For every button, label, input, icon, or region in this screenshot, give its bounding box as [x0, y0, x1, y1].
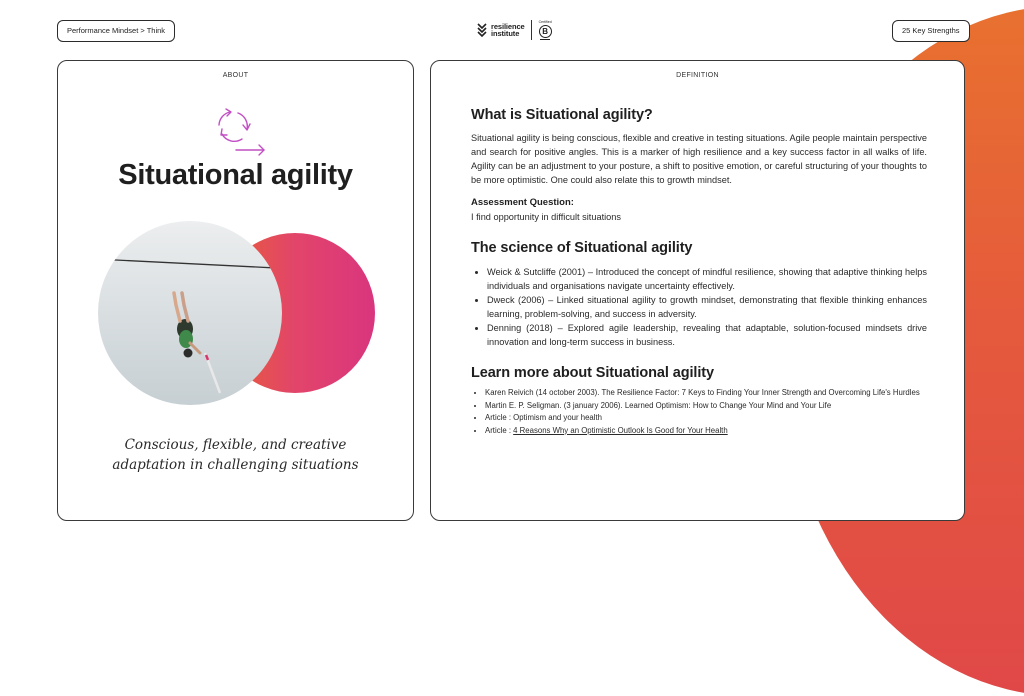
- definition-card: [430, 60, 965, 521]
- about-card: [57, 60, 414, 521]
- what-paragraph: Situational agility is being conscious, flexible and creative in testing situations. Agile people maintain perspective and search for positive angles. This is a marker of high resilience and a key success factor in all walks of life. Agility can be an adjustment to your posture, a shift to positive emotion, or careful structuring of your thoughts to be more optimistic. One could also relate this to growth mindset.: [471, 133, 927, 185]
- list-item: [485, 425, 927, 438]
- logo-mark-icon: [477, 23, 487, 37]
- list-item: • Martin E. P. Seligman. (3 january 2006). Learned Optimism: How to Change Your Mind and Your Life: [485, 400, 927, 413]
- optimistic-outlook-link[interactable]: 4 Reasons Why an Optimistic Outlook Is Good for Your Health: [513, 425, 728, 435]
- top-bar: [0, 0, 1024, 60]
- logo-line-1: resilience: [491, 21, 525, 31]
- cycle-arrows-icon: [206, 101, 268, 157]
- key-strengths-button[interactable]: 25 Key Strengths: [892, 20, 970, 42]
- resilience-institute-logo[interactable]: [477, 18, 552, 42]
- assessment-label: Assessment Question:: [471, 197, 574, 208]
- link-prefix: Article :: [485, 425, 514, 435]
- what-heading: What is Situational agility?: [471, 107, 653, 123]
- science-list: [471, 265, 927, 349]
- about-title: Situational agility: [118, 159, 353, 191]
- bcorp-certified-label: Certified: [538, 20, 552, 24]
- list-item: • Weick & Sutcliffe (2001) – Introduced the concept of mindful resilience, showing that adaptive thinking helps individuals and organisations navigate uncertainty effectively.: [487, 265, 927, 293]
- breadcrumb[interactable]: Performance Mindset > Think: [57, 20, 175, 42]
- logo-wordmark: [491, 23, 525, 38]
- learn-list: [471, 387, 927, 437]
- definition-body: [471, 107, 927, 437]
- list-item: • Denning (2018) – Explored agile leadership, revealing that adaptable, solution-focused mindsets drive innovation and long-term success in business.: [487, 321, 927, 349]
- learn-heading: Learn more about Situational agility: [471, 365, 714, 381]
- bcorp-b-icon: B: [539, 25, 552, 38]
- definition-card-label: DEFINITION: [676, 72, 719, 79]
- pole-vaulter-photo: [96, 221, 376, 411]
- bcorp-underline: [540, 39, 550, 40]
- list-item: • Karen Reivich (14 october 2003). The Resilience Factor: 7 Keys to Finding Your Inner Strength and Overcoming Life's Hurdles: [485, 387, 927, 400]
- science-heading: The science of Situational agility: [471, 240, 693, 256]
- list-item: • Dweck (2006) – Linked situational agility to growth mindset, demonstrating that flexible thinking enhances learning, problem-solving, and success in adversity.: [487, 293, 927, 321]
- logo-line-2: institute: [491, 29, 520, 38]
- list-item: • Article : Optimism and your health: [485, 412, 927, 425]
- logo-divider: [531, 20, 532, 40]
- bcorp-badge: [539, 20, 552, 40]
- assessment-question: I find opportunity in difficult situations: [471, 212, 621, 222]
- about-tagline: Conscious, flexible, and creative adaptation in challenging situations: [112, 437, 359, 473]
- about-card-label: ABOUT: [222, 72, 249, 79]
